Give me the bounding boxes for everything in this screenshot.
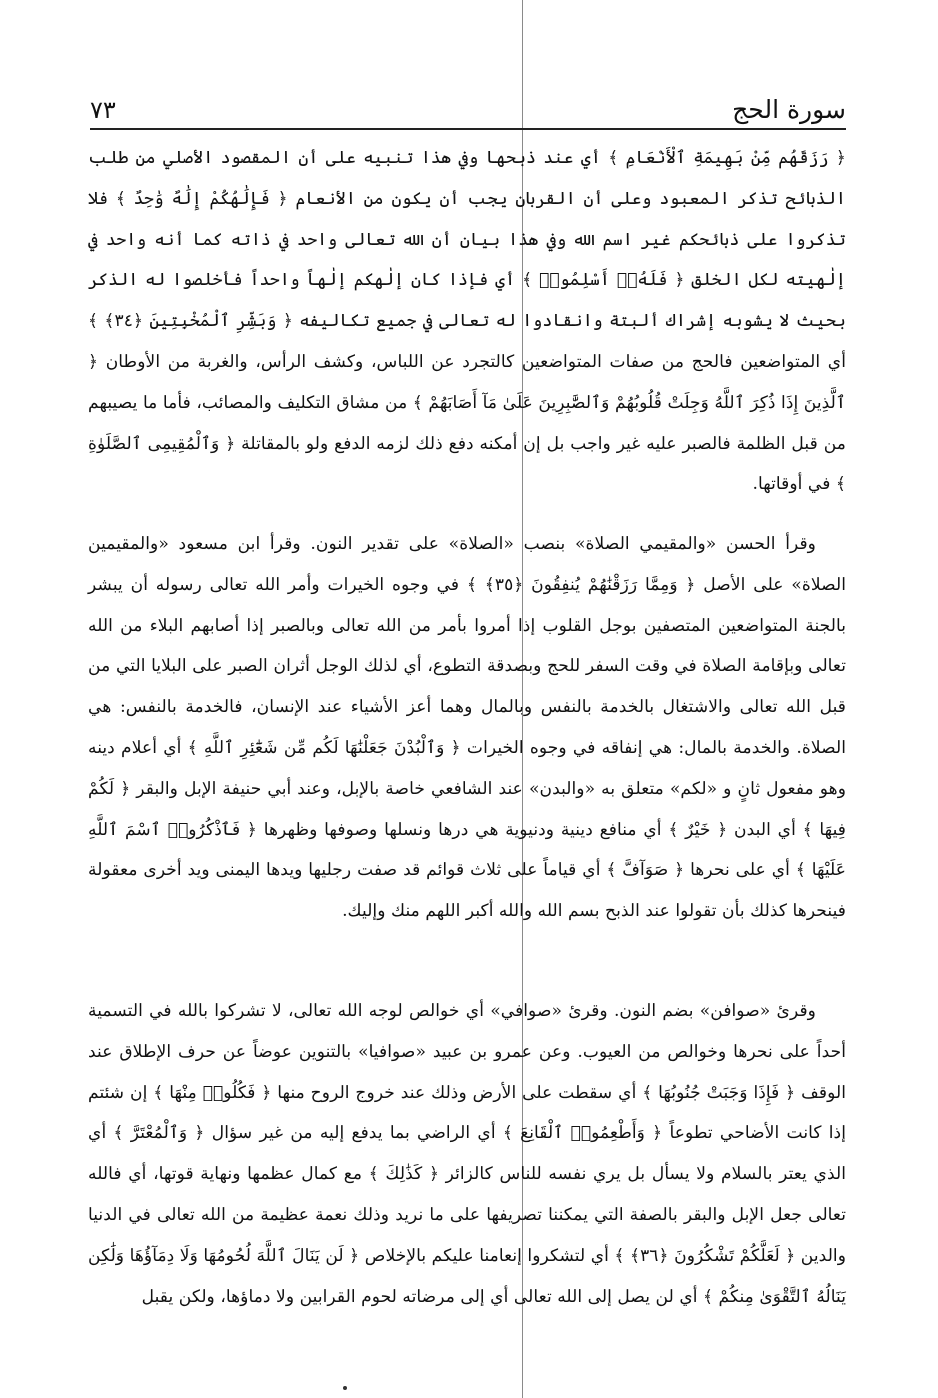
print-speck <box>343 1386 347 1390</box>
commentary-body <box>88 138 846 1368</box>
surah-title: سورة الحج <box>732 95 846 124</box>
page-number: ٧٣ <box>90 96 116 124</box>
paragraph-1: ﴿ رَزَقَهُم مِّنْ بَهِيمَةِ ٱلْأَنْعَامِ ﴾ أي عند ذبحها وفي هذا تنبيه على أن المقصود الأصلي من طلب الذبائح تذكر المعبود وعلى أن القربان يجب أن يكون من الأنعام ﴿ فَإِلَٰهُكُمْ إِلَٰهٌ وَٰحِدٌ ﴾ فلا تذكروا على ذبائحكم غير اسم الله وفي هذا بيان أن الله تعالى واحد في ذاته كما أنه واحد في إلٰهيته لكل الخلق ﴿ فَلَهُۥٓ أَسْلِمُوا۟ ﴾ أي فإذا كان إلٰهكم إلٰهاً واحداً فأخلصوا له الذكر بحيث لا يشوبه إشراك ألبتة وانقادوا له تعالى في جميع تكاليفه ﴿ وَبَشِّرِ ٱلْمُخْبِتِينَ ﴿٣٤﴾ ﴾ أي المتواضعين فالحج من صفات المتواضعين كالتجرد عن اللباس، وكشف الرأس، والغربة من الأوطان ﴿ ٱلَّذِينَ إِذَا ذُكِرَ ٱللَّهُ وَجِلَتْ قُلُوبُهُمْ وَٱلصَّٰبِرِينَ عَلَىٰ مَآ أَصَابَهُمْ ﴾ من مشاق التكليف والمصائب، فأما ما يصيبهم من قبل الظلمة فالصبر عليه غير واجب بل إن أمكنه دفع ذلك لزمه الدفع ولو بالمقاتلة ﴿ وَٱلْمُقِيمِى ٱلصَّلَوٰةِ ﴾ في أوقاتها. <box>88 148 846 495</box>
paragraph-2: وقرأ الحسن «والمقيمي الصلاة» بنصب «الصلاة» على تقدير النون. وقرأ ابن مسعود «والمقيمين الصلاة» على الأصل ﴿ وَمِمَّا رَزَقْنَٰهُمْ يُنفِقُونَ ﴿٣٥﴾ ﴾ في وجوه الخيرات وأمر الله تعالى رسوله أن يبشر بالجنة المتواضعين المتصفين بوجل القلوب إذا أمروا بأمر من الله تعالى وبالصبر إذا أصابهم البلاء من الله تعالى وبإقامة الصلاة في وقت السفر للحج وبصدقة التطوع، أي لذلك الوجل أثران الصبر على البلايا التي من قبل الله تعالى والاشتغال بالخدمة بالنفس وبالمال وهما أعز الأشياء عند الإنسان، فالخدمة بالنفس: هي الصلاة. والخدمة بالمال: هي إنفاقه في وجوه الخيرات ﴿ وَٱلْبُدْنَ جَعَلْنَٰهَا لَكُم مِّن شَعَٰٓئِرِ ٱللَّهِ ﴾ أي أعلام دينه وهو مفعول ثانٍ و «لكم» متعلق به «والبدن» عند الشافعي خاصة بالإبل، وعند أبي حنيفة الإبل والبقر ﴿ لَكُمْ فِيهَا ﴾ أي البدن ﴿ خَيْرٌ ﴾ أي منافع دينية ودنيوية هي درها ونسلها وصوفها وظهرها ﴿ فَٱذْكُرُوا۟ ٱسْمَ ٱللَّهِ عَلَيْهَا ﴾ أي على نحرها ﴿ صَوَآفَّ ﴾ أي قياماً على ثلاث قوائم قد صفت رجليها ويدها اليمنى ويد أخرى معقولة فينحرها كذلك بأن تقولوا عند الذبح بسم الله والله أكبر اللهم منك وإليك. <box>88 534 846 922</box>
running-header <box>90 88 846 130</box>
paragraph-3: وقرئ «صوافن» بضم النون. وقرئ «صوافي» أي خوالص لوجه الله تعالى، لا تشركوا بالله في التسمية أحداً على نحرها وخوالص من العيوب. وعن عمرو بن عبيد «صوافيا» بالتنوين عوضاً عن حرف الإطلاق عند الوقف ﴿ فَإِذَا وَجَبَتْ جُنُوبُهَا ﴾ أي سقطت على الأرض وذلك عند خروج الروح منها ﴿ فَكُلُوا۟ مِنْهَا ﴾ إن شئتم إذا كانت الأضاحي تطوعاً ﴿ وَأَطْعِمُوا۟ ٱلْقَانِعَ ﴾ أي الراضي بما يدفع إليه من غير سؤال ﴿ وَٱلْمُعْتَرَّ ﴾ أي الذي يعتر بالسلام ولا يسأل بل يري نفسه للناس كالزائر ﴿ كَذَٰلِكَ ﴾ مع كمال عظمها ونهاية قوتها، أي فالله تعالى جعل الإبل والبقر بالصفة التي يمكننا تصريفها على ما نريد وذلك نعمة عظيمة من الله تعالى في الدنيا والدين ﴿ لَعَلَّكُمْ تَشْكُرُونَ ﴿٣٦﴾ ﴾ أي لتشكروا إنعامنا عليكم بالإخلاص ﴿ لَن يَنَالَ ٱللَّهَ لُحُومُهَا وَلَا دِمَآؤُهَا وَلَٰكِن يَنَالُهُ ٱلتَّقْوَىٰ مِنكُمْ ﴾ أي لن يصل إلى الله تعالى أي إلى مرضاته لحوم القرابين ولا دماؤها، ولكن يقبل <box>88 1001 847 1307</box>
